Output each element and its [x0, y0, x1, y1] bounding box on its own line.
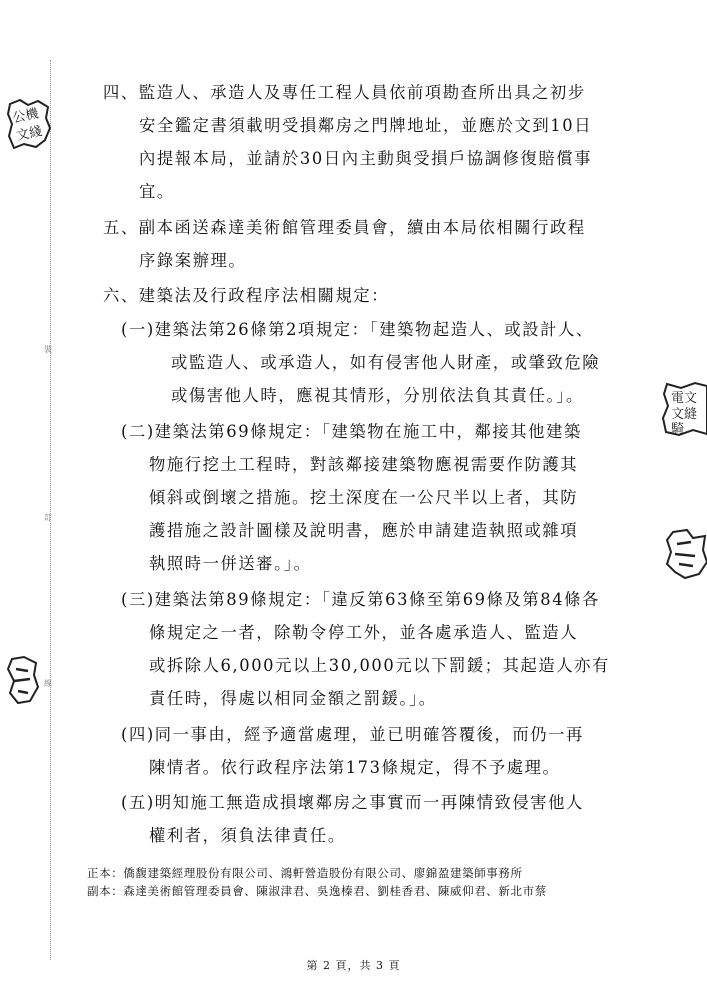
svg-text:電文: 電文 — [671, 391, 698, 406]
subitem-3-paragraph — [121, 583, 610, 715]
text-line: 陳情者。依行政程序法第173條規定，得不予處理。 — [149, 758, 561, 777]
text-line: 物施行挖土工程時，對該鄰接建築物應視需要作防護其 — [149, 455, 579, 474]
svg-text:騎: 騎 — [671, 422, 685, 437]
seal-stamp-top-left — [6, 98, 52, 150]
copy-recipients: 副本：森達美術館管理委員會、陳淑津君、吳逸榛君、劉桂香君、陳威仰君、新北市蔡 — [87, 884, 547, 898]
text-line: (三)建築法第89條規定：「違反第63條至第69條及第84條各 — [121, 590, 600, 609]
text-line: 執照時一併送審。」。 — [149, 554, 312, 573]
binding-margin-line — [50, 60, 51, 960]
text-line: 護措施之設計圖樣及說明書，應於申請建造執照或雜項 — [149, 521, 579, 540]
text-line: 條規定之一者，除勒令停工外，並各處承造人、監造人 — [149, 623, 579, 642]
item-5-paragraph — [103, 211, 586, 277]
subitem-1-paragraph — [121, 313, 600, 412]
original-recipients: 正本：僑馥建築經理股份有限公司、鴻軒營造股份有限公司、廖錦盈建築師事務所 — [87, 866, 523, 880]
text-line: (二)建築法第69條規定：「建築物在施工中，鄰接其他建築 — [121, 422, 582, 441]
text-line: 或監造人、或承造人，如有侵害他人財產，或肇致危險 — [171, 353, 601, 372]
text-line: 或拆除人6,000元以上30,000元以下罰鍰；其起造人亦有 — [149, 656, 610, 675]
svg-text:公機: 公機 — [11, 106, 40, 127]
text-line: (一)建築法第26條第2項規定：「建築物起造人、或設計人、 — [121, 320, 594, 339]
text-line: 宜。 — [139, 182, 175, 201]
svg-text:文縫: 文縫 — [671, 407, 698, 422]
text-line: 六、建築法及行政程序法相關規定： — [103, 286, 390, 305]
text-line: 安全鑑定書須載明受損鄰房之門牌地址，並應於文到10日 — [139, 116, 593, 135]
page-number: 第 2 頁，共 3 頁 — [306, 959, 401, 972]
subitem-2-paragraph — [121, 415, 582, 580]
binding-label-ding: 訂 — [44, 513, 52, 522]
svg-text:文綫: 文綫 — [15, 123, 44, 145]
text-line: (四)同一事由，經予適當處理，並已明確答覆後，而仍一再 — [121, 725, 584, 744]
seal-stamp-right-middle — [661, 380, 707, 438]
text-line: 傾斜或倒壞之措施。挖土深度在一公尺半以上者，其防 — [149, 488, 579, 507]
item-6-heading — [103, 279, 389, 312]
subitem-4-paragraph — [121, 718, 584, 784]
text-line: 五、副本函送森達美術館管理委員會，續由本局依相關行政程 — [103, 218, 586, 237]
item-4-paragraph — [103, 76, 592, 208]
text-line: 內提報本局，並請於30日內主動與受損戶協調修復賠償事 — [139, 149, 593, 168]
binding-label-zhuang: 裝 — [44, 345, 52, 354]
text-line: 權利者，須負法律責任。 — [149, 826, 346, 845]
text-line: (五)明知施工無造成損壞鄰房之事實而一再陳情致侵害他人 — [121, 793, 584, 812]
seal-stamp-left-lower — [6, 655, 40, 705]
subitem-5-paragraph — [121, 786, 584, 852]
seal-stamp-right-lower — [665, 528, 707, 580]
text-line: 責任時，得處以相同金額之罰鍰。」。 — [149, 689, 437, 708]
text-line: 或傷害他人時，應視其情形，分別依法負其責任。」。 — [171, 386, 584, 405]
binding-label-xian: 線 — [44, 679, 52, 688]
text-line: 序錄案辦理。 — [139, 251, 247, 270]
text-line: 四、監造人、承造人及專任工程人員依前項勘查所出具之初步 — [103, 83, 586, 102]
